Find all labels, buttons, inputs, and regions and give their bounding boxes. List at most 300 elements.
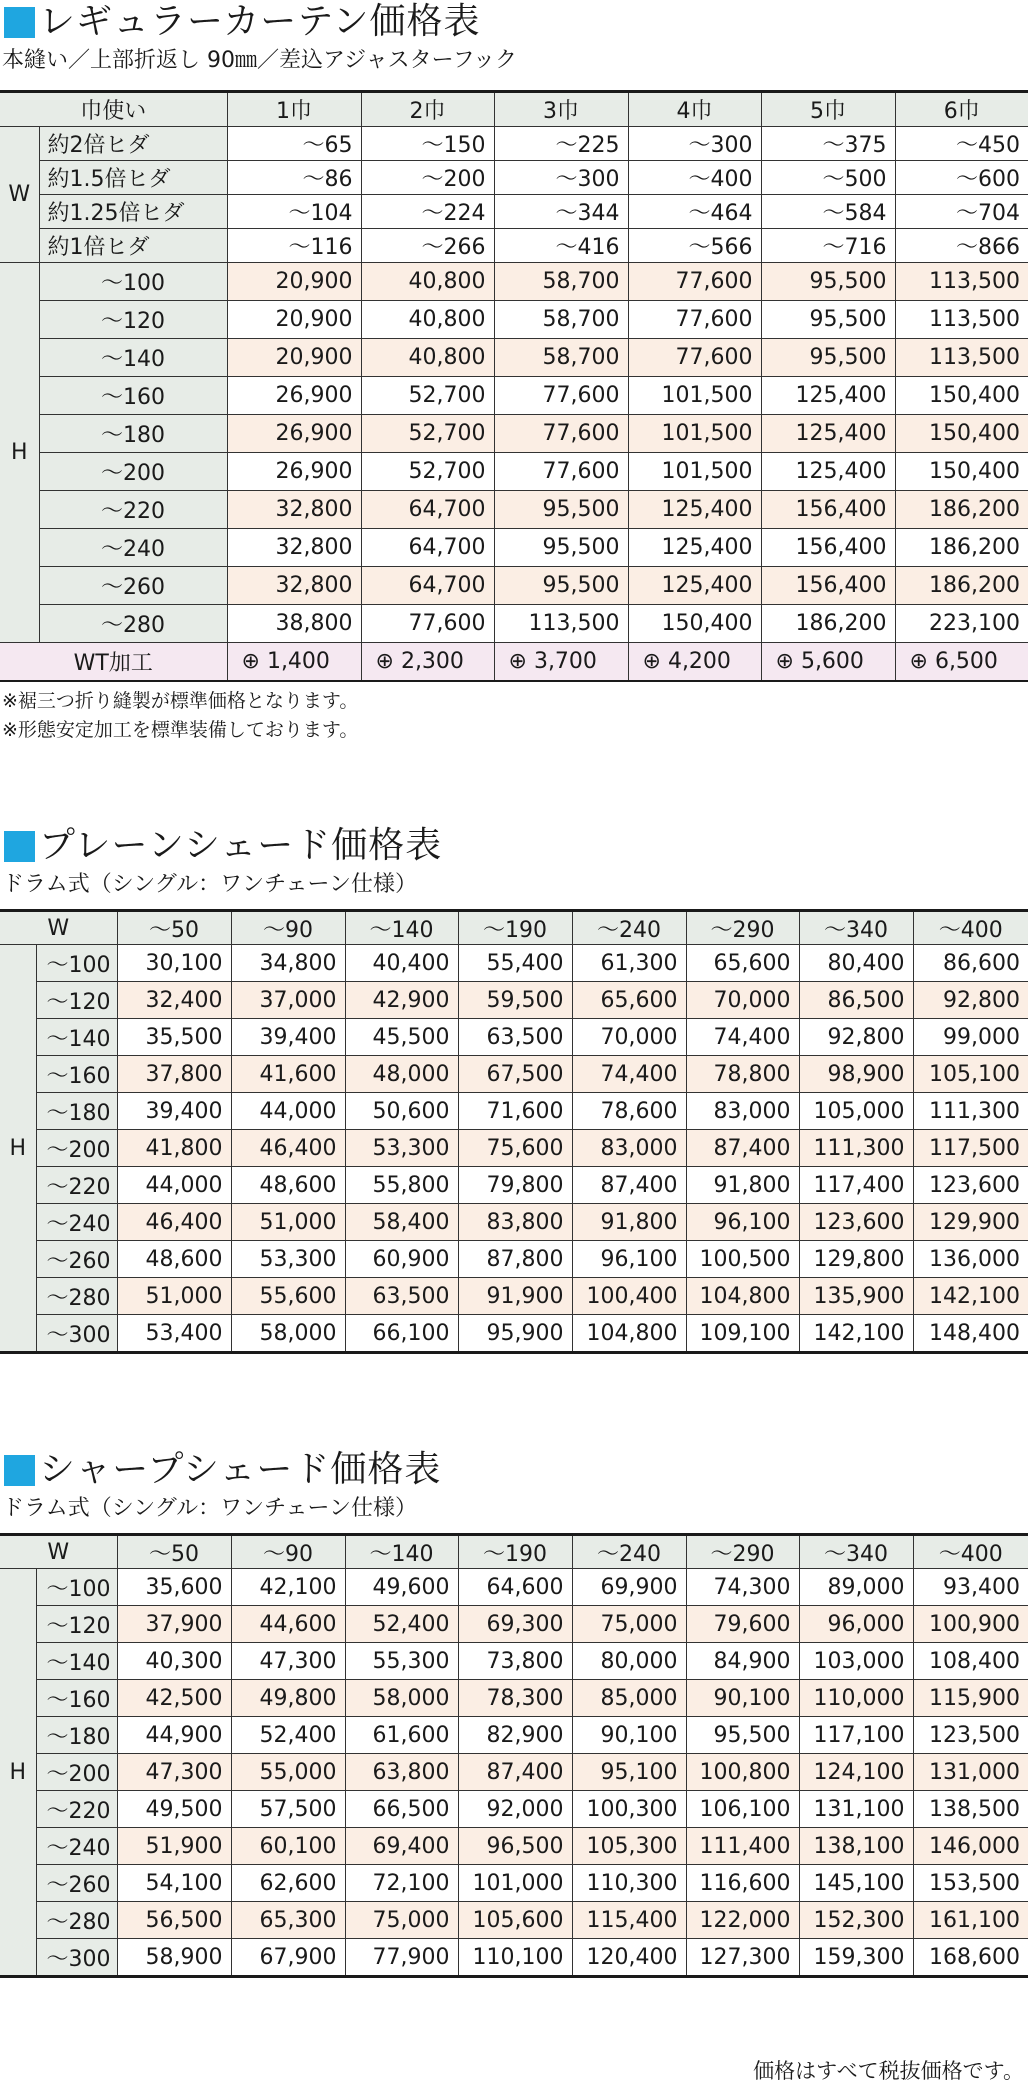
price-cell: 70,000 bbox=[686, 982, 799, 1019]
price-cell: 100,400 bbox=[572, 1278, 686, 1315]
price-cell: 52,700 bbox=[361, 453, 494, 491]
price-cell: 159,300 bbox=[799, 1939, 913, 1977]
column-header: 3巾 bbox=[494, 92, 628, 127]
table-row bbox=[0, 605, 1028, 643]
price-cell: 63,800 bbox=[345, 1754, 458, 1791]
price-cell: 145,100 bbox=[799, 1865, 913, 1902]
price-cell: 69,300 bbox=[458, 1606, 572, 1643]
price-cell: 53,300 bbox=[345, 1130, 458, 1167]
width-cell: ～116 bbox=[227, 229, 361, 263]
price-cell: 113,500 bbox=[494, 605, 628, 643]
price-cell: 113,500 bbox=[895, 301, 1028, 339]
row-label: ～280 bbox=[36, 1902, 117, 1939]
row-label: ～300 bbox=[36, 1939, 117, 1977]
price-cell: 69,900 bbox=[572, 1569, 686, 1606]
row-label: ～160 bbox=[39, 377, 227, 415]
price-cell: 46,400 bbox=[231, 1130, 345, 1167]
table-header-row bbox=[0, 911, 1028, 945]
price-cell: 49,800 bbox=[231, 1680, 345, 1717]
column-header: 6巾 bbox=[895, 92, 1028, 127]
row-label: ～260 bbox=[36, 1241, 117, 1278]
wt-price-cell: ⊕ 4,200 bbox=[628, 643, 761, 682]
price-cell: 84,900 bbox=[686, 1643, 799, 1680]
price-cell: 85,000 bbox=[572, 1680, 686, 1717]
price-cell: 74,400 bbox=[572, 1056, 686, 1093]
plain-shade-section bbox=[0, 824, 1028, 1354]
price-cell: 95,500 bbox=[761, 301, 895, 339]
table-row bbox=[0, 301, 1028, 339]
width-cell: ～500 bbox=[761, 161, 895, 195]
width-cell: ～200 bbox=[361, 161, 494, 195]
price-cell: 51,900 bbox=[117, 1828, 231, 1865]
price-cell: 77,600 bbox=[628, 263, 761, 301]
row-label: ～240 bbox=[36, 1828, 117, 1865]
table-row bbox=[0, 491, 1028, 529]
price-cell: 91,800 bbox=[572, 1204, 686, 1241]
price-cell: 87,400 bbox=[686, 1130, 799, 1167]
width-cell: ～225 bbox=[494, 127, 628, 161]
price-cell: 95,900 bbox=[458, 1315, 572, 1353]
price-cell: 67,500 bbox=[458, 1056, 572, 1093]
price-cell: 39,400 bbox=[117, 1093, 231, 1130]
price-cell: 111,300 bbox=[799, 1130, 913, 1167]
price-cell: 58,700 bbox=[494, 263, 628, 301]
price-cell: 142,100 bbox=[799, 1315, 913, 1353]
price-cell: 150,400 bbox=[895, 415, 1028, 453]
price-cell: 77,600 bbox=[628, 301, 761, 339]
price-cell: 100,800 bbox=[686, 1754, 799, 1791]
price-cell: 75,000 bbox=[345, 1902, 458, 1939]
price-cell: 82,900 bbox=[458, 1717, 572, 1754]
price-cell: 62,600 bbox=[231, 1865, 345, 1902]
price-cell: 73,800 bbox=[458, 1643, 572, 1680]
price-cell: 150,400 bbox=[895, 453, 1028, 491]
table-row bbox=[0, 1754, 1028, 1791]
price-cell: 35,600 bbox=[117, 1569, 231, 1606]
row-label: ～200 bbox=[36, 1754, 117, 1791]
width-cell: ～266 bbox=[361, 229, 494, 263]
table-row bbox=[0, 1939, 1028, 1977]
plain-title bbox=[4, 824, 1028, 868]
column-header: 2巾 bbox=[361, 92, 494, 127]
price-cell: 53,300 bbox=[231, 1241, 345, 1278]
price-cell: 91,900 bbox=[458, 1278, 572, 1315]
column-header: ～190 bbox=[458, 1535, 572, 1569]
price-cell: 92,800 bbox=[913, 982, 1028, 1019]
regular-notes bbox=[2, 687, 1028, 745]
price-cell: 52,400 bbox=[345, 1606, 458, 1643]
row-label: ～120 bbox=[39, 301, 227, 339]
column-header: ～240 bbox=[572, 1535, 686, 1569]
price-cell: 52,700 bbox=[361, 415, 494, 453]
price-cell: 44,600 bbox=[231, 1606, 345, 1643]
price-cell: 186,200 bbox=[895, 491, 1028, 529]
price-cell: 105,100 bbox=[913, 1056, 1028, 1093]
price-cell: 95,500 bbox=[686, 1717, 799, 1754]
blue-square-icon bbox=[4, 831, 35, 862]
price-cell: 72,100 bbox=[345, 1865, 458, 1902]
table-row bbox=[0, 161, 1028, 195]
price-cell: 47,300 bbox=[231, 1643, 345, 1680]
plain-title-text: プレーンシェード価格表 bbox=[39, 825, 443, 866]
table-header-row bbox=[0, 1535, 1028, 1569]
table-row bbox=[0, 339, 1028, 377]
price-cell: 80,000 bbox=[572, 1643, 686, 1680]
price-cell: 113,500 bbox=[895, 339, 1028, 377]
column-header: 1巾 bbox=[227, 92, 361, 127]
price-cell: 96,000 bbox=[799, 1606, 913, 1643]
price-cell: 61,300 bbox=[572, 945, 686, 982]
price-cell: 55,300 bbox=[345, 1643, 458, 1680]
price-cell: 86,600 bbox=[913, 945, 1028, 982]
row-label: ～160 bbox=[36, 1056, 117, 1093]
price-cell: 161,100 bbox=[913, 1902, 1028, 1939]
sharp-subtitle: ドラム式（シングル：ワンチェーン仕様） bbox=[2, 1496, 418, 1521]
price-cell: 64,600 bbox=[458, 1569, 572, 1606]
width-cell: ～600 bbox=[895, 161, 1028, 195]
price-cell: 40,800 bbox=[361, 301, 494, 339]
width-cell: ～300 bbox=[628, 127, 761, 161]
price-cell: 86,500 bbox=[799, 982, 913, 1019]
price-cell: 77,600 bbox=[494, 415, 628, 453]
price-cell: 20,900 bbox=[227, 301, 361, 339]
price-cell: 108,400 bbox=[913, 1643, 1028, 1680]
price-cell: 125,400 bbox=[761, 453, 895, 491]
price-cell: 32,800 bbox=[227, 491, 361, 529]
column-header: ～90 bbox=[231, 1535, 345, 1569]
row-label: ～160 bbox=[36, 1680, 117, 1717]
table-header-row bbox=[0, 92, 1028, 127]
price-cell: 101,000 bbox=[458, 1865, 572, 1902]
row-label: ～140 bbox=[39, 339, 227, 377]
price-cell: 20,900 bbox=[227, 263, 361, 301]
price-cell: 44,000 bbox=[231, 1093, 345, 1130]
price-cell: 42,500 bbox=[117, 1680, 231, 1717]
column-header: ～190 bbox=[458, 911, 572, 945]
price-cell: 95,500 bbox=[761, 263, 895, 301]
row-label: ～140 bbox=[36, 1643, 117, 1680]
table-row bbox=[0, 377, 1028, 415]
price-cell: 48,600 bbox=[117, 1241, 231, 1278]
price-cell: 83,800 bbox=[458, 1204, 572, 1241]
price-cell: 105,300 bbox=[572, 1828, 686, 1865]
price-cell: 64,700 bbox=[361, 567, 494, 605]
row-label: ～180 bbox=[36, 1093, 117, 1130]
price-cell: 95,500 bbox=[494, 529, 628, 567]
width-cell: ～300 bbox=[494, 161, 628, 195]
price-cell: 77,600 bbox=[628, 339, 761, 377]
price-cell: 41,800 bbox=[117, 1130, 231, 1167]
price-cell: 45,500 bbox=[345, 1019, 458, 1056]
price-cell: 57,500 bbox=[231, 1791, 345, 1828]
price-cell: 69,400 bbox=[345, 1828, 458, 1865]
width-cell: ～450 bbox=[895, 127, 1028, 161]
price-cell: 83,000 bbox=[572, 1130, 686, 1167]
wt-label: WT加工 bbox=[0, 643, 227, 682]
price-cell: 56,500 bbox=[117, 1902, 231, 1939]
price-cell: 58,400 bbox=[345, 1204, 458, 1241]
regular-title bbox=[4, 0, 1028, 44]
sharp-title-text: シャープシェード価格表 bbox=[39, 1449, 442, 1490]
footer-note: 価格はすべて税抜価格です。 bbox=[753, 2059, 1024, 2083]
price-cell: 42,900 bbox=[345, 982, 458, 1019]
price-cell: 58,900 bbox=[117, 1939, 231, 1977]
price-cell: 55,800 bbox=[345, 1167, 458, 1204]
column-header: ～290 bbox=[686, 911, 799, 945]
table-row bbox=[0, 127, 1028, 161]
price-cell: 110,300 bbox=[572, 1865, 686, 1902]
table-row bbox=[0, 1167, 1028, 1204]
price-cell: 96,100 bbox=[572, 1241, 686, 1278]
regular-subtitle: 本縫い／上部折返し 90㎜／差込アジャスターフック bbox=[2, 48, 518, 73]
price-cell: 127,300 bbox=[686, 1939, 799, 1977]
width-cell: ～704 bbox=[895, 195, 1028, 229]
price-cell: 78,600 bbox=[572, 1093, 686, 1130]
sharp-shade-section bbox=[0, 1448, 1028, 1978]
price-cell: 80,400 bbox=[799, 945, 913, 982]
width-cell: ～566 bbox=[628, 229, 761, 263]
column-header: ～240 bbox=[572, 911, 686, 945]
price-cell: 142,100 bbox=[913, 1278, 1028, 1315]
price-cell: 40,400 bbox=[345, 945, 458, 982]
price-cell: 37,000 bbox=[231, 982, 345, 1019]
wt-price-cell: ⊕ 3,700 bbox=[494, 643, 628, 682]
blue-square-icon bbox=[4, 7, 35, 38]
column-header: ～400 bbox=[913, 1535, 1028, 1569]
price-cell: 156,400 bbox=[761, 567, 895, 605]
price-cell: 93,400 bbox=[913, 1569, 1028, 1606]
regular-curtain-section bbox=[0, 0, 1028, 745]
price-cell: 186,200 bbox=[895, 567, 1028, 605]
wt-price-cell: ⊕ 1,400 bbox=[227, 643, 361, 682]
price-cell: 71,600 bbox=[458, 1093, 572, 1130]
price-cell: 125,400 bbox=[628, 491, 761, 529]
price-cell: 146,000 bbox=[913, 1828, 1028, 1865]
price-cell: 92,000 bbox=[458, 1791, 572, 1828]
price-cell: 96,100 bbox=[686, 1204, 799, 1241]
price-cell: 87,400 bbox=[572, 1167, 686, 1204]
width-cell: ～375 bbox=[761, 127, 895, 161]
price-cell: 66,500 bbox=[345, 1791, 458, 1828]
price-cell: 101,500 bbox=[628, 415, 761, 453]
row-label: ～280 bbox=[36, 1278, 117, 1315]
price-cell: 117,500 bbox=[913, 1130, 1028, 1167]
price-cell: 75,600 bbox=[458, 1130, 572, 1167]
table-row bbox=[0, 1865, 1028, 1902]
price-cell: 125,400 bbox=[628, 529, 761, 567]
price-cell: 48,600 bbox=[231, 1167, 345, 1204]
price-cell: 79,800 bbox=[458, 1167, 572, 1204]
price-cell: 90,100 bbox=[686, 1680, 799, 1717]
price-cell: 100,900 bbox=[913, 1606, 1028, 1643]
price-cell: 61,600 bbox=[345, 1717, 458, 1754]
price-cell: 39,400 bbox=[231, 1019, 345, 1056]
price-cell: 153,500 bbox=[913, 1865, 1028, 1902]
row-label: ～200 bbox=[36, 1130, 117, 1167]
price-cell: 26,900 bbox=[227, 453, 361, 491]
price-cell: 41,600 bbox=[231, 1056, 345, 1093]
price-cell: 116,600 bbox=[686, 1865, 799, 1902]
row-label: ～240 bbox=[39, 529, 227, 567]
width-cell: ～464 bbox=[628, 195, 761, 229]
price-cell: 117,400 bbox=[799, 1167, 913, 1204]
table-row bbox=[0, 1828, 1028, 1865]
price-cell: 186,200 bbox=[895, 529, 1028, 567]
note-line: ※形態安定加工を標準装備しております。 bbox=[2, 719, 359, 741]
w-axis-label: W bbox=[0, 1535, 117, 1569]
price-cell: 40,300 bbox=[117, 1643, 231, 1680]
table-row bbox=[0, 453, 1028, 491]
row-label: ～100 bbox=[36, 945, 117, 982]
row-label: ～180 bbox=[39, 415, 227, 453]
price-cell: 64,700 bbox=[361, 491, 494, 529]
width-cell: ～104 bbox=[227, 195, 361, 229]
price-cell: 40,800 bbox=[361, 339, 494, 377]
price-cell: 186,200 bbox=[761, 605, 895, 643]
wt-price-cell: ⊕ 5,600 bbox=[761, 643, 895, 682]
table-row bbox=[0, 1241, 1028, 1278]
price-cell: 38,800 bbox=[227, 605, 361, 643]
price-cell: 104,800 bbox=[572, 1315, 686, 1353]
price-cell: 111,400 bbox=[686, 1828, 799, 1865]
h-axis-label: H bbox=[0, 263, 39, 643]
table-row bbox=[0, 1643, 1028, 1680]
price-cell: 156,400 bbox=[761, 529, 895, 567]
price-cell: 65,600 bbox=[686, 945, 799, 982]
price-cell: 135,900 bbox=[799, 1278, 913, 1315]
price-cell: 52,700 bbox=[361, 377, 494, 415]
price-cell: 109,100 bbox=[686, 1315, 799, 1353]
price-cell: 123,500 bbox=[913, 1717, 1028, 1754]
price-cell: 64,700 bbox=[361, 529, 494, 567]
price-cell: 49,600 bbox=[345, 1569, 458, 1606]
price-cell: 30,100 bbox=[117, 945, 231, 982]
price-cell: 87,800 bbox=[458, 1241, 572, 1278]
price-cell: 115,900 bbox=[913, 1680, 1028, 1717]
price-cell: 101,500 bbox=[628, 377, 761, 415]
price-cell: 122,000 bbox=[686, 1902, 799, 1939]
price-cell: 50,600 bbox=[345, 1093, 458, 1130]
wt-row bbox=[0, 643, 1028, 682]
price-cell: 123,600 bbox=[913, 1167, 1028, 1204]
price-cell: 79,600 bbox=[686, 1606, 799, 1643]
column-header: ～140 bbox=[345, 1535, 458, 1569]
sharp-price-table bbox=[0, 1533, 1028, 1978]
row-label: ～220 bbox=[36, 1791, 117, 1828]
price-cell: 77,600 bbox=[361, 605, 494, 643]
column-header: ～400 bbox=[913, 911, 1028, 945]
w-axis-label: W bbox=[0, 911, 117, 945]
row-label: ～120 bbox=[36, 982, 117, 1019]
price-cell: 131,100 bbox=[799, 1791, 913, 1828]
width-cell: ～224 bbox=[361, 195, 494, 229]
price-cell: 32,400 bbox=[117, 982, 231, 1019]
price-cell: 129,900 bbox=[913, 1204, 1028, 1241]
price-cell: 95,500 bbox=[494, 567, 628, 605]
column-header: ～340 bbox=[799, 911, 913, 945]
price-cell: 152,300 bbox=[799, 1902, 913, 1939]
row-label: ～220 bbox=[36, 1167, 117, 1204]
price-cell: 125,400 bbox=[628, 567, 761, 605]
price-cell: 125,400 bbox=[761, 415, 895, 453]
sharp-title bbox=[4, 1448, 1028, 1492]
width-cell: ～150 bbox=[361, 127, 494, 161]
table-row bbox=[0, 1056, 1028, 1093]
price-cell: 131,000 bbox=[913, 1754, 1028, 1791]
column-header: 4巾 bbox=[628, 92, 761, 127]
price-cell: 150,400 bbox=[628, 605, 761, 643]
price-cell: 46,400 bbox=[117, 1204, 231, 1241]
price-cell: 150,400 bbox=[895, 377, 1028, 415]
table-row bbox=[0, 1093, 1028, 1130]
price-cell: 129,800 bbox=[799, 1241, 913, 1278]
price-cell: 32,800 bbox=[227, 567, 361, 605]
price-cell: 223,100 bbox=[895, 605, 1028, 643]
regular-price-table bbox=[0, 90, 1028, 682]
price-cell: 51,000 bbox=[117, 1278, 231, 1315]
row-label: ～100 bbox=[39, 263, 227, 301]
price-cell: 54,100 bbox=[117, 1865, 231, 1902]
price-cell: 74,300 bbox=[686, 1569, 799, 1606]
table-row bbox=[0, 415, 1028, 453]
row-label: ～140 bbox=[36, 1019, 117, 1056]
price-cell: 52,400 bbox=[231, 1717, 345, 1754]
price-cell: 65,600 bbox=[572, 982, 686, 1019]
price-cell: 78,300 bbox=[458, 1680, 572, 1717]
row-label: ～180 bbox=[36, 1717, 117, 1754]
row-label: ～260 bbox=[39, 567, 227, 605]
price-cell: 60,900 bbox=[345, 1241, 458, 1278]
column-header: ～340 bbox=[799, 1535, 913, 1569]
price-cell: 63,500 bbox=[345, 1278, 458, 1315]
price-cell: 100,300 bbox=[572, 1791, 686, 1828]
wt-price-cell: ⊕ 6,500 bbox=[895, 643, 1028, 682]
price-cell: 42,100 bbox=[231, 1569, 345, 1606]
price-cell: 51,000 bbox=[231, 1204, 345, 1241]
row-label: ～240 bbox=[36, 1204, 117, 1241]
price-cell: 37,900 bbox=[117, 1606, 231, 1643]
table-row bbox=[0, 1278, 1028, 1315]
price-cell: 92,800 bbox=[799, 1019, 913, 1056]
price-cell: 55,000 bbox=[231, 1754, 345, 1791]
price-cell: 106,100 bbox=[686, 1791, 799, 1828]
price-cell: 26,900 bbox=[227, 377, 361, 415]
plain-price-table bbox=[0, 909, 1028, 1354]
price-cell: 58,700 bbox=[494, 339, 628, 377]
price-cell: 34,800 bbox=[231, 945, 345, 982]
width-cell: ～344 bbox=[494, 195, 628, 229]
price-cell: 35,500 bbox=[117, 1019, 231, 1056]
price-cell: 48,000 bbox=[345, 1056, 458, 1093]
price-cell: 148,400 bbox=[913, 1315, 1028, 1353]
price-cell: 77,600 bbox=[494, 453, 628, 491]
price-cell: 77,600 bbox=[494, 377, 628, 415]
row-label: ～200 bbox=[39, 453, 227, 491]
column-header: ～90 bbox=[231, 911, 345, 945]
price-cell: 78,800 bbox=[686, 1056, 799, 1093]
regular-title-text: レギュラーカーテン価格表 bbox=[39, 1, 481, 42]
row-label: ～260 bbox=[36, 1865, 117, 1902]
price-cell: 99,000 bbox=[913, 1019, 1028, 1056]
width-cell: ～716 bbox=[761, 229, 895, 263]
row-label: ～100 bbox=[36, 1569, 117, 1606]
table-row bbox=[0, 1680, 1028, 1717]
row-label: ～300 bbox=[36, 1315, 117, 1353]
column-header: ～50 bbox=[117, 911, 231, 945]
price-cell: 59,500 bbox=[458, 982, 572, 1019]
table-row bbox=[0, 1606, 1028, 1643]
price-cell: 70,000 bbox=[572, 1019, 686, 1056]
